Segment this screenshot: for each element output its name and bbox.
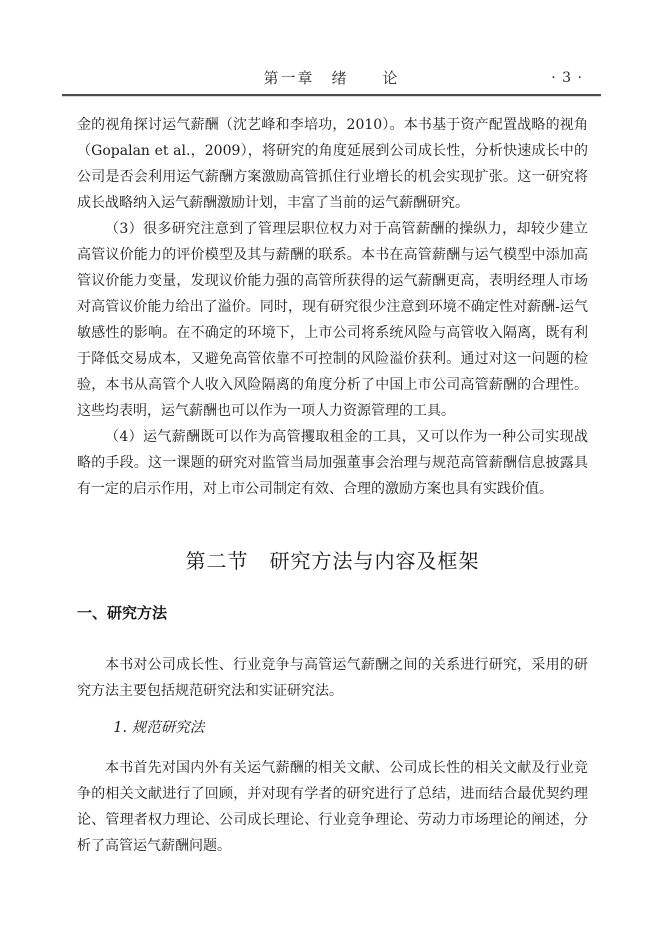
- method-heading-normative: 1. 规范研究法: [113, 720, 205, 736]
- paragraph-point-3: （3）很多研究注意到了管理层职位权力对于高管薪酬的操纵力，却较少建立高管议价能力的评价模型及其与薪酬的联系。本书在高管薪酬与运气模型中添加高管议价能力变量，发现议价能力强的高管所获得的运气薪酬更高，表明经理人市场对高管议价能力给出了溢价。同时，现有研究很少注意到环境不确定性对薪酬-运气敏感性的影响。在不确定的环境下，上市公司将系统风险与高管收入隔离，既有利于降低交易成本，又避免高管依靠不可控制的风险溢价获利。通过对这一问题的检验，本书从高管个人收入风险隔离的角度分析了中国上市公司高管薪酬的合理性。这些均表明，运气薪酬也可以作为一项人力资源管理的工具。: [77, 221, 588, 419]
- running-header: [62, 66, 601, 90]
- paragraph-continuation: 金的视角探讨运气薪酬（沈艺峰和李培功，2010）。本书基于资产配置战略的视角（Gopalan et al.，2009），将研究的角度延展到公司成长性，分析快速成长中的公司是否会利用运气薪酬方案激励高管抓住行业增长的机会实现扩张。这一研究将成长战略纳入运气薪酬激励计划，丰富了当前的运气薪酬研究。: [77, 117, 588, 211]
- header-rule: [62, 94, 601, 96]
- section-heading: 第二节 研究方法与内容及框架: [185, 549, 480, 573]
- paragraph-methods-intro: 本书对公司成长性、行业竞争与高管运气薪酬之间的关系进行研究，采用的研究方法主要包括规范研究法和实证研究法。: [77, 657, 588, 699]
- paragraph-point-4: （4）运气薪酬既可以作为高管攫取租金的工具，又可以作为一种公司实现战略的手段。这一课题的研究对监管当局加强董事会治理与规范高管薪酬信息披露具有一定的启示作用，对上市公司制定有效、合理的激励方案也具有实践价值。: [77, 429, 588, 497]
- paragraph-normative-method: 本书首先对国内外有关运气薪酬的相关文献、公司成长性的相关文献及行业竞争的相关文献进行了回顾，并对现有学者的研究进行了总结，进而结合最优契约理论、管理者权力理论、公司成长理论、行业竞争理论、劳动力市场理论的阐述，分析了高管运气薪酬问题。: [77, 760, 588, 854]
- page-body: [77, 112, 588, 859]
- chapter-title: 第一章 绪 论: [263, 69, 400, 87]
- page-number: · 3 ·: [551, 70, 583, 86]
- subsection-heading-research-methods: 一、研究方法: [77, 604, 168, 622]
